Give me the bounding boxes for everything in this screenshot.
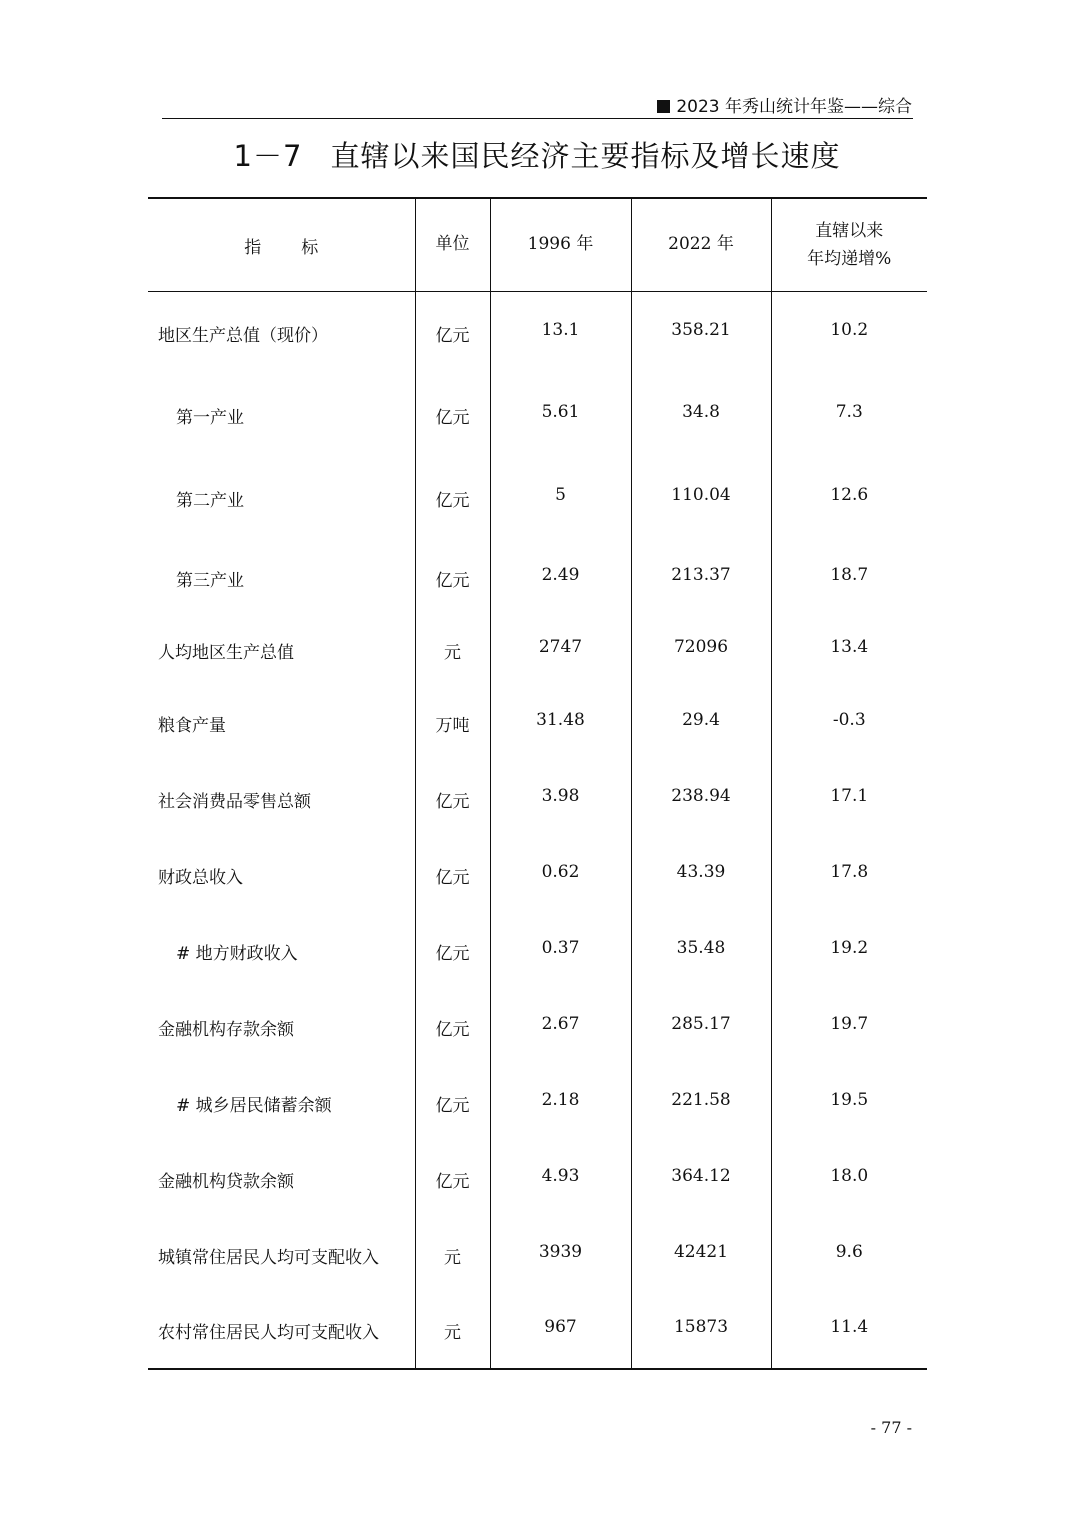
value-2022: 110.04 (631, 452, 771, 538)
unit-cell: 亿元 (415, 914, 490, 990)
header-growth (771, 198, 927, 292)
growth-rate: 19.5 (771, 1062, 927, 1138)
running-header (0, 96, 912, 118)
table-row (148, 542, 927, 616)
growth-rate: -0.3 (771, 682, 927, 758)
unit-cell: 万吨 (415, 686, 490, 762)
growth-rate: 19.7 (771, 986, 927, 1062)
unit-cell: 元 (415, 1294, 490, 1369)
indicator-name: 农村常住居民人均可支配收入 (158, 1323, 379, 1343)
header-indicator: 指标 (244, 237, 359, 258)
growth-rate: 18.0 (771, 1138, 927, 1214)
table-row (148, 686, 927, 762)
indicators-table (148, 197, 927, 1370)
growth-rate: 12.6 (771, 452, 927, 538)
indicator-name: # 城乡居民储蓄余额 (176, 1096, 332, 1116)
indicator-name: 金融机构贷款余额 (158, 1172, 294, 1192)
indicator-name: 社会消费品零售总额 (158, 792, 311, 812)
value-2022: 285.17 (631, 986, 771, 1062)
header-growth-line2: 年均递增% (807, 249, 892, 269)
value-1996: 967 (490, 1290, 631, 1365)
unit-cell: 亿元 (415, 1066, 490, 1142)
indicator-name: 第一产业 (176, 408, 244, 428)
table-row (148, 456, 927, 542)
table-row (148, 376, 927, 456)
table-row (148, 1142, 927, 1218)
page-title (0, 134, 1074, 178)
table-row (148, 762, 927, 838)
running-header-text: 2023 年秀山统计年鉴——综合 (676, 97, 912, 117)
header-2022: 2022 年 (631, 194, 771, 288)
table-row (148, 914, 927, 990)
value-2022: 34.8 (631, 372, 771, 452)
indicator-name: 第二产业 (176, 491, 244, 511)
unit-cell: 亿元 (415, 292, 490, 376)
table-number: 1－7 (233, 139, 303, 173)
indicator-name: 城镇常住居民人均可支配收入 (158, 1248, 379, 1268)
value-2022: 238.94 (631, 758, 771, 834)
growth-rate: 10.2 (771, 288, 927, 372)
table-row (148, 1294, 927, 1369)
unit-cell: 亿元 (415, 838, 490, 914)
value-1996: 31.48 (490, 682, 631, 758)
value-1996: 13.1 (490, 288, 631, 372)
value-2022: 213.37 (631, 538, 771, 612)
table-row (148, 292, 927, 376)
value-2022: 15873 (631, 1290, 771, 1365)
growth-rate: 13.4 (771, 612, 927, 682)
value-1996: 0.62 (490, 834, 631, 910)
indicator-name: 地区生产总值（现价） (158, 326, 328, 347)
indicator-name: 人均地区生产总值 (158, 643, 294, 663)
unit-cell: 元 (415, 616, 490, 686)
value-2022: 221.58 (631, 1062, 771, 1138)
unit-cell: 亿元 (415, 990, 490, 1066)
header-1996: 1996 年 (490, 194, 631, 288)
unit-cell: 亿元 (415, 762, 490, 838)
table-row (148, 1218, 927, 1294)
growth-rate: 7.3 (771, 372, 927, 452)
value-2022: 358.21 (631, 288, 771, 372)
growth-rate: 9.6 (771, 1214, 927, 1290)
table-row (148, 1066, 927, 1142)
unit-cell: 元 (415, 1218, 490, 1294)
value-2022: 43.39 (631, 834, 771, 910)
value-1996: 3939 (490, 1214, 631, 1290)
table-row (148, 616, 927, 686)
square-bullet-icon (657, 100, 670, 113)
indicator-name: 财政总收入 (158, 868, 243, 888)
page-number: - 77 - (870, 1418, 912, 1437)
unit-cell: 亿元 (415, 376, 490, 456)
table-title-text: 直辖以来国民经济主要指标及增长速度 (330, 139, 841, 173)
growth-rate: 19.2 (771, 910, 927, 986)
value-2022: 35.48 (631, 910, 771, 986)
header-rule (162, 118, 913, 119)
table-header-row (148, 198, 927, 292)
value-1996: 2.67 (490, 986, 631, 1062)
table-row (148, 990, 927, 1066)
growth-rate: 18.7 (771, 538, 927, 612)
indicator-name: 第三产业 (176, 571, 244, 591)
unit-cell: 亿元 (415, 1142, 490, 1218)
header-growth-line1: 直辖以来 (815, 221, 884, 241)
value-1996: 4.93 (490, 1138, 631, 1214)
unit-cell: 亿元 (415, 456, 490, 542)
value-2022: 42421 (631, 1214, 771, 1290)
value-1996: 2.18 (490, 1062, 631, 1138)
value-2022: 29.4 (631, 682, 771, 758)
unit-cell: 亿元 (415, 542, 490, 616)
table-row (148, 838, 927, 914)
value-2022: 364.12 (631, 1138, 771, 1214)
value-1996: 3.98 (490, 758, 631, 834)
indicator-name: 金融机构存款余额 (158, 1020, 294, 1040)
header-unit: 单位 (415, 194, 490, 288)
value-1996: 5 (490, 452, 631, 538)
growth-rate: 11.4 (771, 1290, 927, 1365)
growth-rate: 17.1 (771, 758, 927, 834)
value-2022: 72096 (631, 612, 771, 682)
value-1996: 5.61 (490, 372, 631, 452)
growth-rate: 17.8 (771, 834, 927, 910)
value-1996: 0.37 (490, 910, 631, 986)
indicator-name: 粮食产量 (158, 716, 226, 736)
indicator-name: # 地方财政收入 (176, 944, 298, 964)
value-1996: 2.49 (490, 538, 631, 612)
value-1996: 2747 (490, 612, 631, 682)
